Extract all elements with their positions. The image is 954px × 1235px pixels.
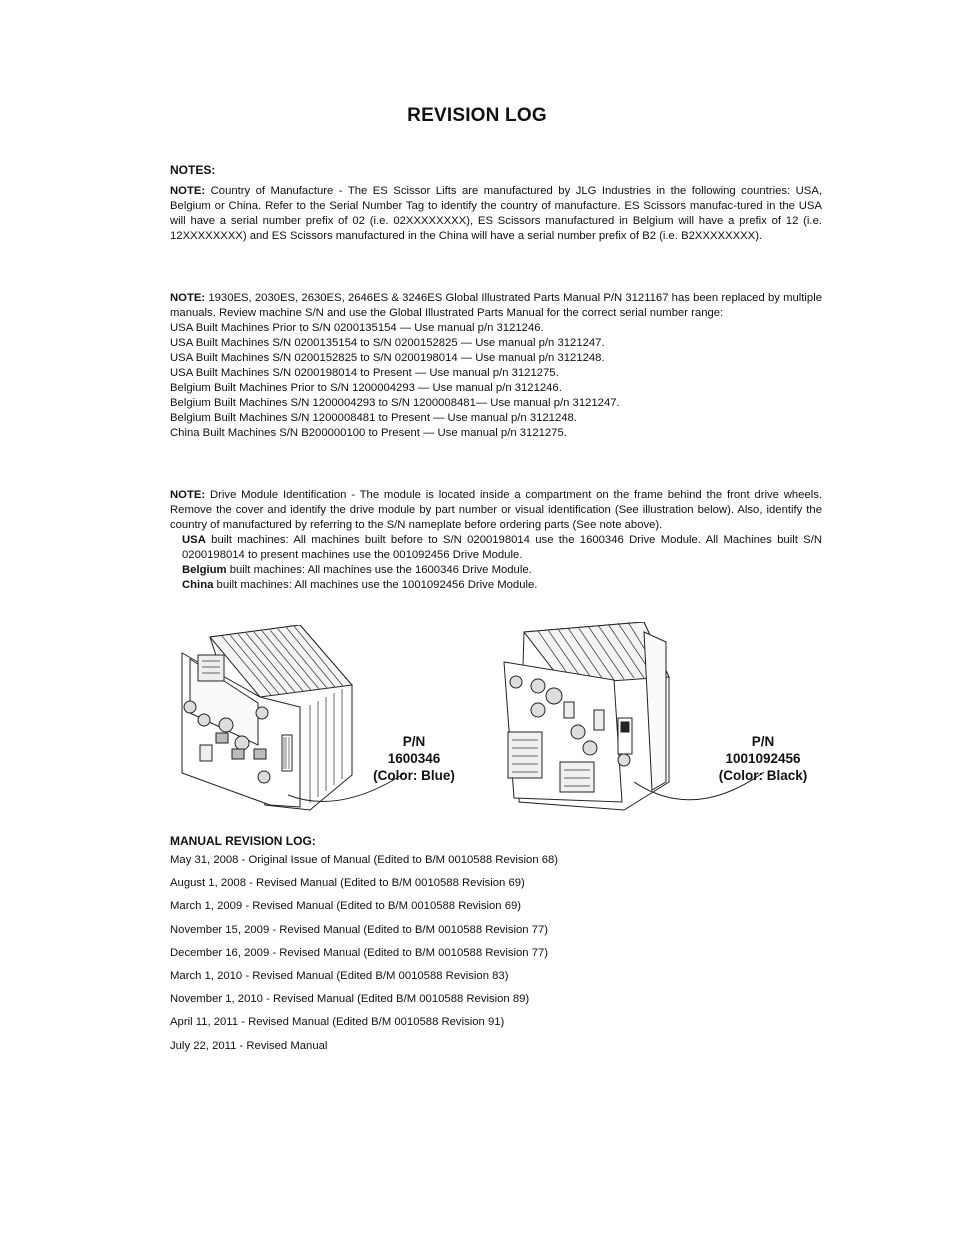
- notes-heading: NOTES:: [170, 163, 216, 177]
- usa-text: built machines: All machines built before to S/N 0200198014 use the 1600346 Drive Module. All Machines built S/N 0200198014 to present machines use the 001092456 Drive Module.: [182, 534, 823, 561]
- revision-entry: November 15, 2009 - Revised Manual (Edited to B/M 0010588 Revision 77): [170, 923, 549, 936]
- note-parts-manual: [170, 291, 822, 441]
- revision-entry: March 1, 2009 - Revised Manual (Edited to B/M 0010588 Revision 69): [170, 900, 522, 913]
- usa-label: USA: [182, 534, 206, 546]
- serial-range-line: Belgium Built Machines Prior to S/N 1200004293 — Use manual p/n 3121246.: [170, 382, 562, 394]
- pn-number: 1001092456: [725, 751, 801, 766]
- module-left-label: [364, 733, 464, 784]
- note-label: NOTE:: [170, 292, 206, 304]
- serial-range-line: China Built Machines S/N B200000100 to Present — Use manual p/n 3121275.: [170, 427, 567, 439]
- pn-label: P/N: [402, 734, 426, 749]
- china-text: built machines: All machines use the 1001092456 Drive Module.: [216, 579, 538, 591]
- drive-module-1600346-illustration: [170, 625, 420, 820]
- revision-entry: May 31, 2008 - Original Issue of Manual (Edited to B/M 0010588 Revision 68): [170, 854, 559, 866]
- revision-entry: April 11, 2011 - Revised Manual (Edited B/M 0010588 Revision 91): [170, 1016, 505, 1029]
- revision-entry: March 1, 2010 - Revised Manual (Edited B/M 0010588 Revision 83): [170, 969, 509, 982]
- drive-module-1001092456-illustration: [494, 622, 779, 822]
- belgium-label: Belgium: [182, 564, 227, 576]
- revision-entry: December 16, 2009 - Revised Manual (Edited to B/M 0010588 Revision 77): [170, 946, 549, 959]
- pn-number: 1600346: [387, 751, 441, 766]
- pn-color: (Color: Blue): [373, 768, 455, 783]
- revision-log-heading: MANUAL REVISION LOG:: [170, 834, 316, 848]
- page-title: REVISION LOG: [407, 105, 547, 126]
- serial-range-line: Belgium Built Machines S/N 1200004293 to S/N 1200008481— Use manual p/n 3121247.: [170, 397, 620, 409]
- note-label: NOTE:: [170, 185, 206, 197]
- note3-text: Drive Module Identification - The module is located inside a compartment on the frame behind the front drive wheels. Remove the cover and identify the drive module by part number or visual identification (See illustration below). Also, identify the country of manufactured by referring to the S/N nameplate before ordering parts (See note above).: [170, 489, 823, 531]
- note1-text: Country of Manufacture - The ES Scissor Lifts are manufactured by JLG Industries in the following countries: USA, Belgium or China. Refer to the Serial Number Tag to identify the country of manufacture. ES Scissors manufac-tured in the USA will have a serial number prefix of 02 (i.e. 02XXXXXXXX), ES Scissors manufactured in Belgium will have a prefix of 12 (i.e. 12XXXXXXXX) and ES Scissors manufactured in the China will have a serial number prefix of B2 (i.e. B2XXXXXXXX).: [170, 185, 822, 242]
- note-label: NOTE:: [170, 489, 206, 501]
- usa-paragraph: [170, 533, 822, 563]
- belgium-paragraph: [170, 563, 822, 578]
- pn-label: P/N: [751, 734, 775, 749]
- note-country-of-manufacture: [170, 184, 822, 244]
- serial-range-line: Belgium Built Machines S/N 1200008481 to Present — Use manual p/n 3121248.: [170, 412, 577, 424]
- serial-range-line: USA Built Machines S/N 0200198014 to Present — Use manual p/n 3121275.: [170, 367, 559, 379]
- note2-text: 1930ES, 2030ES, 2630ES, 2646ES & 3246ES Global Illustrated Parts Manual P/N 3121167 has been replaced by multiple manuals. Review machine S/N and use the Global Illustrated Parts Manual for the correct serial number range:: [170, 292, 822, 319]
- module-right-label: [706, 733, 820, 784]
- china-paragraph: [170, 578, 822, 593]
- note-drive-module-identification: [170, 488, 822, 593]
- belgium-text: built machines: All machines use the 1600346 Drive Module.: [229, 564, 532, 576]
- revision-entry: November 1, 2010 - Revised Manual (Edited B/M 0010588 Revision 89): [170, 993, 530, 1006]
- serial-range-line: USA Built Machines S/N 0200152825 to S/N 0200198014 — Use manual p/n 3121248.: [170, 352, 605, 364]
- china-label: China: [182, 579, 214, 591]
- serial-range-line: USA Built Machines Prior to S/N 0200135154 — Use manual p/n 3121246.: [170, 322, 544, 334]
- revision-entry: August 1, 2008 - Revised Manual (Edited to B/M 0010588 Revision 69): [170, 877, 525, 890]
- revision-list: [170, 853, 558, 1062]
- pn-color: (Color: Black): [718, 768, 808, 783]
- revision-entry: July 22, 2011 - Revised Manual: [170, 1039, 328, 1052]
- serial-range-line: USA Built Machines S/N 0200135154 to S/N 0200152825 — Use manual p/n 3121247.: [170, 337, 605, 349]
